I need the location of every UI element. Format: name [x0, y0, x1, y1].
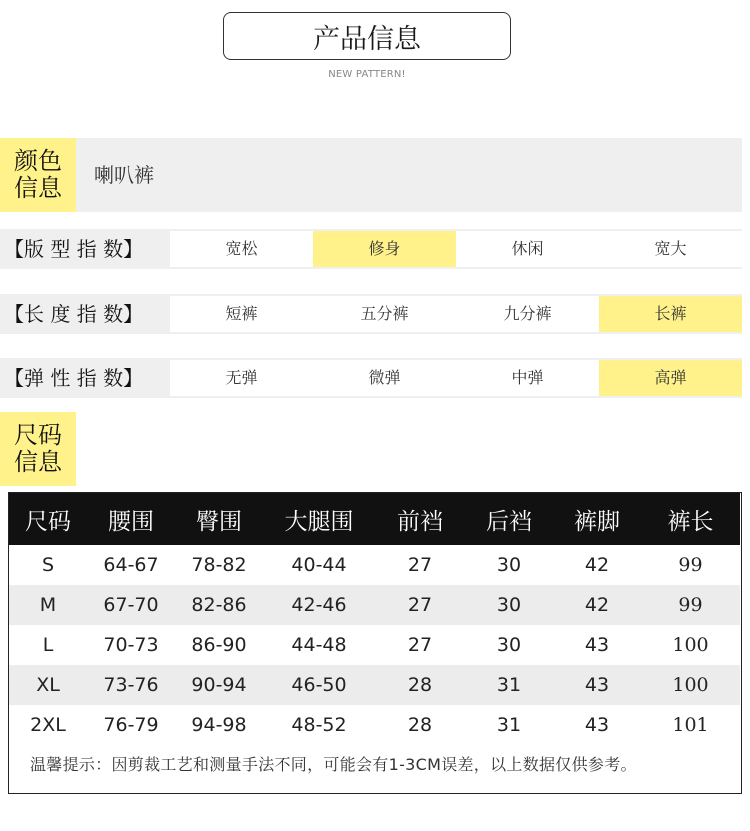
size-table-cell: 44-48 [263, 625, 375, 665]
index-row [0, 358, 742, 398]
size-info-tag-line2: 信息 [14, 448, 62, 476]
index-option: 九分裤 [456, 296, 599, 332]
size-table-cell: 2XL [9, 705, 87, 745]
size-table-cell: 28 [375, 705, 465, 745]
size-table-cell: 42-46 [263, 585, 375, 625]
index-option-selected: 高弹 [599, 360, 742, 396]
index-option-selected: 修身 [313, 231, 456, 267]
index-option: 五分裤 [313, 296, 456, 332]
size-table-cell: 42 [553, 545, 641, 585]
size-table-cell: 94-98 [175, 705, 263, 745]
size-info-tag-line1: 尺码 [14, 421, 62, 449]
size-table-header-cell: 前裆 [397, 508, 443, 535]
index-row [0, 294, 742, 334]
size-table-cell: L [9, 625, 87, 665]
index-options [170, 360, 742, 396]
index-row [0, 229, 742, 269]
size-table-cell: 99 [641, 585, 740, 625]
index-label: 【弹 性 指 数】 [4, 366, 144, 390]
size-table-cell: M [9, 585, 87, 625]
size-table-cell: 31 [465, 665, 553, 705]
page-subtitle: NEW PATTERN! [328, 69, 406, 80]
size-table-cell: 27 [375, 545, 465, 585]
size-table-cell: 101 [641, 705, 740, 745]
size-table-row [9, 545, 740, 585]
size-table-cell: 31 [465, 705, 553, 745]
size-table-body [9, 545, 740, 745]
size-table-cell: 30 [465, 625, 553, 665]
page-title: 产品信息 [313, 23, 421, 55]
index-option: 短裤 [170, 296, 313, 332]
size-table-cell: 28 [375, 665, 465, 705]
color-info-tag-line2: 信息 [14, 174, 62, 202]
size-table-row [9, 705, 740, 745]
index-option-selected: 长裤 [599, 296, 742, 332]
product-info-title-box [223, 12, 511, 60]
size-table-header-cell: 大腿围 [284, 508, 354, 535]
size-table-cell: 30 [465, 585, 553, 625]
size-table-row [9, 665, 740, 705]
size-info-tag [0, 412, 76, 486]
index-option: 宽大 [599, 231, 742, 267]
size-table-cell: 70-73 [87, 625, 175, 665]
size-table-cell: 99 [641, 545, 740, 585]
index-label: 【版 型 指 数】 [4, 237, 144, 261]
size-table-row [9, 625, 740, 665]
size-table-cell: 82-86 [175, 585, 263, 625]
size-table-cell: 86-90 [175, 625, 263, 665]
index-option: 中弹 [456, 360, 599, 396]
size-table-cell: 78-82 [175, 545, 263, 585]
index-option: 宽松 [170, 231, 313, 267]
size-table-cell: 40-44 [263, 545, 375, 585]
size-table-header-cell: 尺码 [25, 508, 71, 535]
size-table-cell: 48-52 [263, 705, 375, 745]
color-value: 喇叭裤 [94, 163, 154, 187]
measurement-note: 温馨提示：因剪裁工艺和测量手法不同，可能会有1-3CM误差，以上数据仅供参考。 [30, 755, 637, 774]
size-table-header-cell: 臀围 [196, 508, 242, 535]
size-table-cell: XL [9, 665, 87, 705]
size-table-box [8, 492, 742, 794]
index-options [170, 296, 742, 332]
size-table-header-cell: 后裆 [486, 508, 532, 535]
size-table-cell: 64-67 [87, 545, 175, 585]
size-table-cell: 27 [375, 585, 465, 625]
size-table-row [9, 585, 740, 625]
index-option: 无弹 [170, 360, 313, 396]
color-info-tag [0, 138, 76, 212]
index-options [170, 231, 742, 267]
size-table-header-row [9, 493, 740, 545]
size-table-cell: 73-76 [87, 665, 175, 705]
index-option: 休闲 [456, 231, 599, 267]
size-table-header-cell: 腰围 [108, 508, 154, 535]
color-info-row [0, 138, 742, 212]
index-option: 微弹 [313, 360, 456, 396]
size-table-cell: 43 [553, 705, 641, 745]
size-table-cell: S [9, 545, 87, 585]
size-table-cell: 100 [641, 625, 740, 665]
size-table-cell: 30 [465, 545, 553, 585]
size-table-cell: 46-50 [263, 665, 375, 705]
size-table-cell: 42 [553, 585, 641, 625]
size-table-cell: 90-94 [175, 665, 263, 705]
size-table-header-cell: 裤长 [667, 508, 714, 535]
size-table-cell: 100 [641, 665, 740, 705]
color-info-tag-line1: 颜色 [14, 147, 62, 175]
size-table-cell: 76-79 [87, 705, 175, 745]
size-table-header-cell: 裤脚 [574, 508, 620, 535]
index-label: 【长 度 指 数】 [4, 302, 144, 326]
size-table [9, 493, 740, 745]
size-table-cell: 67-70 [87, 585, 175, 625]
size-table-cell: 27 [375, 625, 465, 665]
size-table-cell: 43 [553, 665, 641, 705]
size-table-cell: 43 [553, 625, 641, 665]
